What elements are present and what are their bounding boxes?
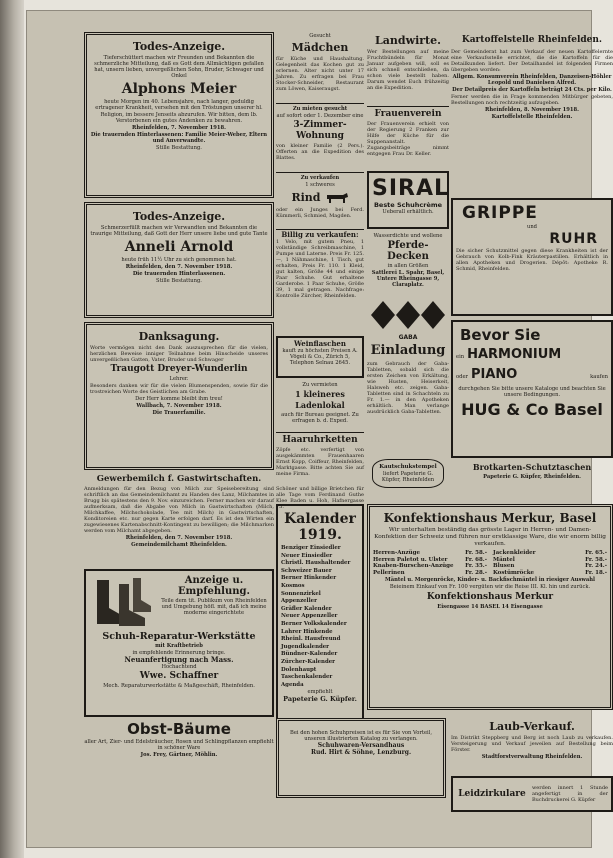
ad-title: Weinflaschen <box>294 339 346 348</box>
ad-sub: in allen Größen <box>387 263 429 270</box>
ad-body: Im Distrikt Steppberg und Berg ist noch Laub zu verkaufen. Versteigerung und Verkauf jeweilen auf Bestellung beim Förster. <box>451 735 613 753</box>
siral-ad <box>367 171 449 229</box>
ad-special: Neuanfertigung nach Mass. <box>124 655 234 665</box>
price-list-women <box>493 550 607 576</box>
ad-word-2: oder <box>456 374 468 380</box>
price-label: Jackenkleider <box>493 550 536 556</box>
calendar-ad <box>276 504 364 722</box>
price-row <box>493 570 607 577</box>
price-value: Fr. 65.- <box>585 550 607 556</box>
calendar-item: Berner Hinkender <box>281 575 337 582</box>
price-label: Knaben-Burschen-Anzüge <box>373 563 454 570</box>
ad-body: Zöpfe etc. verfertigt von ausgekämmten Frauenhaaren Ernst Kopp, Coiffeur, Rheinfelden, Marktgasse. Bitte achten Sie auf meine Firma. <box>276 447 364 477</box>
ad-title: Leidzirkulare <box>458 788 526 799</box>
ad-title: Todes-Anzeige. <box>132 40 226 53</box>
farmers-ad <box>367 34 449 104</box>
price-row <box>493 550 607 557</box>
ad-title: Konfektionshaus Merkur, Basel <box>383 511 597 525</box>
thanks-dreyer <box>84 322 274 470</box>
letters-ad <box>276 486 364 510</box>
obituary-arnold <box>84 202 274 318</box>
ad-body: durchgehen Sie bitte unsere Kataloge und beachten Sie unsere Bedingungen. <box>458 386 606 399</box>
divider <box>276 172 364 173</box>
shop-for-rent-ad <box>276 382 364 430</box>
ad-intro: Schmerzerfüllt machen wir Verwandten und Bekannten die traurige Mitteilung, daß Gott der Herr unsere liebe und gute Tante <box>90 225 268 238</box>
harmonium-ad <box>451 320 613 458</box>
ad-title: Brotkarten-Schutztaschen <box>472 462 592 472</box>
ad-title: Rind <box>291 191 321 205</box>
price-label: Blusen <box>493 563 515 570</box>
ad-body: heute Morgen im 40. Lebensjahre, nach langer, geduldig ertragener Krankheit, versehen mit den Tröstungen unserer hl. Religion, im bessere Jenseits abzurufen. Wir bitten, dem lb. Verstorbenen ein gutes Andenken zu bewahren. <box>95 99 263 124</box>
ad-logo: GABA <box>398 334 418 341</box>
ad-title: Danksagung. <box>138 330 220 343</box>
price-row <box>373 550 487 557</box>
ad-place: Wallbach, 7. November 1918. <box>136 403 222 410</box>
book-spine <box>0 0 24 858</box>
ad-title-2: PIANO <box>471 367 518 382</box>
ad-body: Sattlerei L. Spahr, Basel, Untere Rheingasse 9, Claraplatz. <box>371 270 445 289</box>
ad-title: Schuhwaren-Versandhaus <box>317 742 405 750</box>
ad-body: zum Gebrauch der Gaba-Tabletten, sobald sich die ersten Zeichen von Erkältung, wie Husten, Heiserkeit, Halsweh etc. zeigen. Gaba-Tabletten sind in Schachteln zu Fr. 1.— in den Apotheken erhältlich. Man verlange ausdrücklich Gaba-Tabletten. <box>367 361 449 416</box>
price-row <box>373 570 487 577</box>
gaba-diamonds-icon <box>367 299 449 333</box>
price-label: Pellerinen <box>373 569 405 576</box>
calendar-item: Schweizer Bauer <box>281 567 332 574</box>
calendar-item: Neuer Einsiedler <box>281 552 333 559</box>
calendar-item: Berner Volkskalender <box>281 620 347 627</box>
ad-brand: HUG & Co Basel <box>461 400 603 420</box>
ad-title: Gewerbemilch f. Gastwirtschaften. <box>96 474 262 484</box>
ad-title: Mädchen <box>291 41 349 55</box>
calendar-item: Kosmos <box>281 582 305 589</box>
ad-word: ein <box>456 354 465 360</box>
ad-role: Lehrer. <box>169 376 189 382</box>
ad-note: Stille Bestattung. <box>156 278 202 285</box>
ad-name: Wwe. Schaffner <box>139 671 219 682</box>
ad-title: Einladung <box>370 343 446 359</box>
ad-mourners: Die trauernden Hinterlassenen: Familie Meier-Weber, Eltern und Anverwandte. <box>90 131 268 144</box>
ad-mantel-note: Mäntel u. Morgenröcke, Kinder- u. Backfischmäntel in riesiger Auswahl <box>385 577 595 584</box>
ad-headline: 3-Zimmer-Wohnung <box>293 120 347 142</box>
gaba-ad <box>367 299 449 459</box>
divider <box>367 106 449 107</box>
ad-body-2: in empfehlende Erinnerung bringe. <box>132 650 226 657</box>
ad-body: heute früh 11½ Uhr zu sich genommen hat. <box>121 257 237 264</box>
horse-blankets-ad <box>367 233 449 299</box>
ad-sign-pre: Hochachtend <box>161 664 197 671</box>
ad-title: HARMONIUM <box>467 347 562 362</box>
maid-wanted-ad <box>276 33 364 101</box>
ad-headline: Schuh-Reparatur-Werkstätte <box>102 631 256 642</box>
ad-body: Der Frauenverein erhielt von der Regierung 2 Franken zur Hilfe der Küche für die Suppenanstalt. Zugangsbeiträge nimmt entgegen Frau Dr. Keller. <box>367 121 449 157</box>
column-1 <box>84 32 274 777</box>
ad-title: Pferde-Decken <box>387 240 429 263</box>
ad-title: Billig zu verkaufen: <box>281 230 359 239</box>
ad-body: 1 Velo, mit gutem Pneu, 1 vollständige Schreibmaschine, 1 Pumpe und Laterne. Preis Fr. 125.—, 1 Nähmaschine, 1 Tisch, gut erhalten, Preis Fr. 110. 1 Kleid, gut kalten, Größe 44 und einige Paar Schuhe. Gut erhaltene Garderobe. 1 Paar Schuhe, Größe 39, 1 mal getragen. Nachfrage: Kontrolle Zürcher, Rheinfelden. <box>276 239 364 300</box>
ad-place: Rheinfelden, den 7. November 1918. <box>125 535 233 541</box>
ad-title: GRIPPE <box>462 203 538 223</box>
calendar-item: Rheinl. Hausfreund <box>281 636 341 643</box>
price-label: Mäntel <box>493 556 515 563</box>
price-value: Fr. 68.- <box>465 556 487 563</box>
price-list-men <box>373 550 487 576</box>
price-value: Fr. 35.- <box>465 563 487 570</box>
divider <box>276 103 364 104</box>
ad-body-2: Besonders danken wir für die vielen Blumenspenden, sowie für die trostreichen Worte des Geistlichen am Grabe. <box>90 383 268 396</box>
ad-body: auch für Bureau geeignet. Zu erfragen b. d. Exped. <box>281 412 359 425</box>
price-value: Fr. 58.- <box>465 550 487 556</box>
ad-title: Kartoffelstelle Rheinfelden. <box>461 35 603 45</box>
ad-sub: Beste Schuhcrème <box>373 201 443 209</box>
calendar-item: Appenzeller <box>281 598 317 605</box>
stamp-oval <box>372 459 444 488</box>
ad-title: Kalender 1919. <box>284 511 356 543</box>
ad-body: Die sicher Schutzmittel gegen diese Krankheiten ist der Gebrauch von Kolb-Fink Kräuterpastillen. Erhältlich in allen Apotheken und Drogerien. Dépôt: Apotheke R. Schmid, Rheinfelden. <box>456 248 608 273</box>
ad-title: Kautschukstempel <box>379 464 437 470</box>
hair-chains-ad <box>276 435 364 485</box>
newspaper-page <box>26 10 613 848</box>
ad-place: Rheinfelden, den 7. November 1918. <box>125 264 233 271</box>
ad-signer: Jos. Frey, Gärtner, Möhlin. <box>140 752 218 759</box>
ad-name: Traugott Dreyer-Wunderlin <box>110 364 248 374</box>
ad-note: Ueberall erhältlich. <box>382 209 434 216</box>
calendar-item: Lahrer Hinkende <box>281 628 333 635</box>
calendar-item: Neuer Appenzeller <box>281 613 338 620</box>
calendar-item: Agenda <box>281 681 304 688</box>
ad-body: für Küche und Haushaltung. Gelegenheit das Kochen gut zu erlernen. Alter nicht unter 17 Jahren. Zu erfragen bei Frau Stocker-Schneider, Restaurant zum Löwen, Kaiseraugst. <box>276 56 364 93</box>
ad-body: Worte vermögen nicht den Dank auszusprechen für die vielen, herzlichen Beweise inniger Teilnahme beim Hinscheide unseres unvergeßlichen Gatten, Vater, Bruder und Schwager <box>90 345 268 363</box>
ad-name: Anneli Arnold <box>124 239 234 256</box>
price-value: Fr. 24.- <box>585 563 607 570</box>
column-3 <box>367 32 449 488</box>
calendar-list <box>281 545 359 688</box>
calendar-item: Sonnenzirkel <box>281 590 321 597</box>
ad-body: Schöner und billige Brietchen für alle Tage vom Ferdinand Guthe Klee Baden u. Hoh, Hafnergasse 75. <box>276 486 364 510</box>
mourning-circulars-ad <box>451 776 613 812</box>
ad-signer: Stadtforstverwaltung Rheinfelden. <box>481 754 583 760</box>
ad-body-2: Ferner werden die in Frage kommenden Mitbürger gebeten, Bestellungen noch rechtzeitig aufzugeben. <box>451 94 613 107</box>
potato-office-ad <box>451 34 613 198</box>
calendar-item: Zürcher-Kalender <box>281 658 336 665</box>
ad-quote: Der Herr komme bleibt ihm treu! <box>135 396 223 403</box>
calendar-item: Dolenhaupt <box>281 666 317 673</box>
price-row <box>493 563 607 570</box>
ad-body: Papeterie G. Küpfer, Rheinfelden. <box>483 474 581 480</box>
ad-title-2: RUHR <box>549 231 598 248</box>
calendar-item: Benziger Einsiedler <box>281 545 341 551</box>
womens-club-ad <box>367 109 449 171</box>
price-label: Kostümröcke <box>493 569 535 576</box>
cheap-sale-ad <box>276 232 364 336</box>
ad-title: Obst-Bäume <box>127 720 231 738</box>
ad-pre: Bevor Sie <box>460 326 541 344</box>
calendar-item: Gräfler Kalender <box>281 605 332 612</box>
ad-intro: Wir unterhalten beständig das grösste Lager in Herren- und Damen-Konfektion der Schweiz und führen nur erstklassige Ware, die wir enorm billig verkaufen. <box>374 527 606 547</box>
ad-mourners: Die trauernden Hinterlassenen. <box>132 271 226 278</box>
ad-signer: Papeterie G. Küpfer. <box>283 695 357 704</box>
calendar-item: Taschenkalender <box>281 674 333 681</box>
milk-notice <box>84 474 274 566</box>
ad-pre: Gesucht <box>309 33 331 39</box>
ad-tail: kaufen <box>590 374 608 380</box>
ad-address-name: Konfektionshaus Merkur <box>426 591 554 602</box>
ad-body: oder ein Junges bei Ferd. Kümmerli, Schmied, Magden. <box>276 207 364 220</box>
price-row <box>493 557 607 564</box>
calendar-item: Bündner-Kalender <box>281 651 338 658</box>
ad-intro: Tieferschüttert machen wir Freunden und Bekannten die schmerzliche Mitteilung, daß es Gott dem Allmächtigen gefallen hat, unsern lieben, unvergeßlichen Sohn, Bruder, Schwager und Onkel <box>94 55 264 80</box>
ad-title: Anzeige u. Empfehlung. <box>178 575 250 597</box>
ad-body: Der Gemeinderat hat zum Verkauf der neuen Kartoffelernte eine Verkaufsstelle errichtet, die die Kartoffeln für die Detailkunden liefert. Der Detailhandel ist folgenden Firmen übergeben worden: <box>451 49 613 73</box>
ad-title: Todes-Anzeige. <box>132 210 226 223</box>
cow-icon <box>325 191 349 205</box>
ad-body: Bei den hohen Schuhpreisen ist es für Sie von Vorteil, unseren illustrierten Katalog zu verlangen. <box>290 730 432 743</box>
price-value: Fr. 58.- <box>585 556 607 563</box>
ad-price: Der Detailpreis der Kartoffeln beträgt 24 Cts. per Kilo. <box>452 87 612 94</box>
calendar-item: Christl. Haushaltender <box>281 560 351 567</box>
ad-place: Rheinfelden, 7. November 1918. <box>132 124 226 131</box>
column-2 <box>276 32 364 726</box>
leaves-sale-ad <box>451 718 613 774</box>
ad-title: Landwirte. <box>375 34 441 47</box>
shoe-repair-ad <box>84 569 274 717</box>
ad-brand: SIRAL <box>372 176 450 201</box>
ad-title: 1 kleineres Ladenlokal <box>295 389 345 411</box>
price-value: Fr. 18.- <box>585 569 607 576</box>
ad-and: und <box>526 224 537 230</box>
stamp-ad <box>367 459 449 488</box>
ad-signer: Kartoffelstelle Rheinfelden. <box>491 114 573 121</box>
divider <box>276 432 364 433</box>
ad-place: Rheinfelden, 8. November 1918. <box>485 107 579 114</box>
ad-body: aller Art, Zier- und Edelsträucher, Rosen und Schlingpflanzen empfiehlt in schöner Ware <box>84 739 274 752</box>
calendar-item: Jugendkalender <box>281 643 330 650</box>
boots-illustration-icon <box>89 574 155 630</box>
price-label: Herren Paletot u. Ulster <box>373 556 448 563</box>
ad-sub: mit Kraftbetrieb <box>155 643 203 649</box>
ad-body: auf sofort oder 1. Dezember eine <box>276 113 364 120</box>
ad-body: Teile dem tit. Publikum von Rheinfelden und Umgebung höfl. mit, daß ich meine moderne eingerichtete <box>161 598 267 617</box>
price-label: Herren-Anzüge <box>373 550 421 556</box>
price-value: Fr. 28.- <box>465 569 487 576</box>
ad-sub: 1 schweres <box>305 182 335 189</box>
ad-refund: Beieinem Einkauf von Fr. 100 vergüten wir die Reise III. Kl. hin und zurück. <box>389 584 591 591</box>
ad-name: Rud. Hirt & Söhne, Lenzburg. <box>310 749 412 757</box>
ad-title: Frauenverein <box>374 109 442 119</box>
ad-title: Laub-Verkauf. <box>489 720 575 733</box>
ad-body: Wer Bestellungen auf meine Fruchtbündeln für Monat Januar aufgeben will, soll es sich schnell entschließen, da schon viele bestellt haben. Darum wendet Euch frühzeitig an die Expedition. <box>367 49 449 91</box>
ad-address: Eisengasse 14 BASEL 14 Eisengasse <box>437 603 543 610</box>
ad-body-2: von kleiner Familie (2 Pers.). Offerten an die Expedition des Blattes. <box>276 143 364 162</box>
flu-ad <box>451 198 613 316</box>
cattle-sale-ad <box>276 175 364 227</box>
bread-cards-ad <box>451 462 613 486</box>
wine-bottles-ad <box>276 336 364 378</box>
obituary-meier <box>84 32 274 198</box>
apartment-wanted-ad <box>276 106 364 170</box>
ad-title: Haaruhrketten <box>282 435 358 445</box>
ad-note: Stille Bestattung. <box>156 145 202 152</box>
ad-body: kauft zu höchsten Preisen A. Vögeli & Co., Zürich 5, Telephon Selnau 2645. <box>282 348 358 367</box>
ad-firms: Allgem. Konsumverein Rheinfelden, Danzeisen-Höhler Leopold und Danielsen Alfred. <box>452 74 612 87</box>
ad-address: Mech. Reparaturwerkstätte & Maßgeschäft, Rheinfelden. <box>103 683 255 690</box>
ad-pre: Zu verkaufen <box>300 175 340 181</box>
ad-pre: Wasserdichte und wollene <box>373 233 443 239</box>
ad-pre: Zu vermieten <box>302 382 338 388</box>
ad-mourners: Die Trauerfamilie. <box>152 410 206 417</box>
column-4 <box>451 32 613 486</box>
ad-pre-sign: empfiehlt <box>307 689 333 696</box>
ad-body: liefert Papeterie G. Küpfer, Rheinfelden <box>381 471 435 484</box>
ad-body: werden innert 1 Stunde angefertigt in der Buchdruckerei G. Küpfer <box>532 785 608 803</box>
ad-signer: Gemeindemilchamt Rheinfelden. <box>131 542 227 549</box>
ad-name: Alphons Meier <box>121 81 237 98</box>
price-row <box>373 563 487 570</box>
merkur-ad <box>367 504 613 710</box>
ad-body: Anmeldungen für den Bezug von Milch zur Speisebereitung sind schriftlich an das Gemeindemilchamt zu Handen des Lanz, Milchamtes in Brugg bis spätestens den 9. Nov. einzureichen. Ferner machen wir darauf aufmerksam, daß die Abgabe von Milch in Gastwirtschaften (Milch, Milchkaffee, Milchschokolade, Tee mit Milch) in Gastwirtschaften, Konditoreien etc. nur gegen Karte erfolgen darf. Es ist den Wirten ein zugewiesenes Kartenabschnitt-Kontingent zu bewilligen; die Milchmarken werden vom Milchamt abgegeben. <box>84 486 274 534</box>
ad-title: Zu mieten gesucht <box>292 106 348 112</box>
fruit-trees-ad <box>84 721 274 777</box>
hirt-ad <box>276 718 446 798</box>
